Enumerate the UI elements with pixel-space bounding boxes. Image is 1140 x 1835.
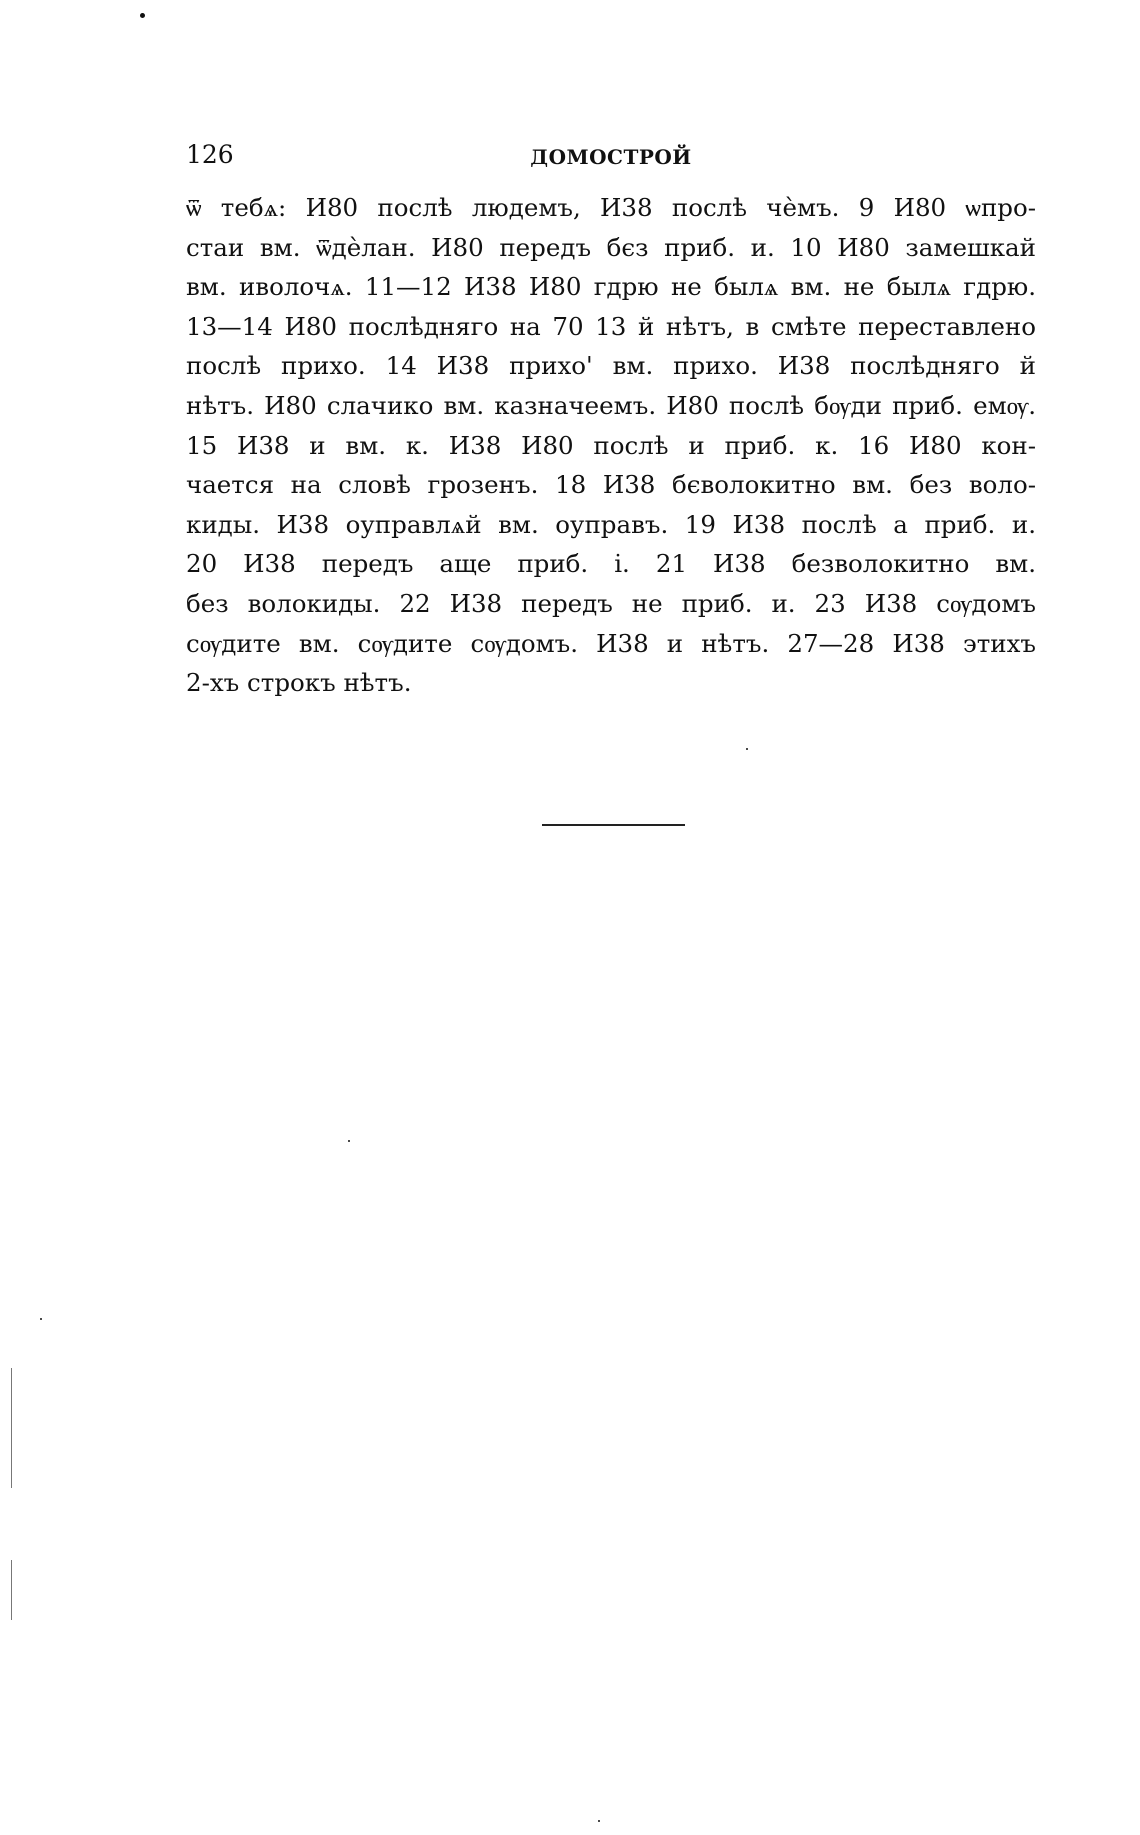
- text-line: нѣтъ. И80 слачико вм. казначеемъ. И80 послѣ бѹди приб. емѹ.: [186, 390, 1036, 420]
- text-line: 15 И38 и вм. к. И38 И80 послѣ и приб. к. 16 И80 кон-: [186, 430, 1036, 460]
- text-line: стаи вм. ѿдѐлан. И80 передъ бєз приб. и. 10 И80 замешкай: [186, 232, 1036, 262]
- text-line: без волокиды. 22 И38 передъ не приб. и. 23 И38 сѹдомъ: [186, 588, 1036, 618]
- text-line: чается на словѣ грозенъ. 18 И38 бєволокитно вм. без воло-: [186, 470, 1036, 500]
- text-line: ѿ тебѧ: И80 послѣ людемъ, И38 послѣ чѐмъ. 9 И80 ѡпро-: [186, 193, 1036, 222]
- text-line: 20 И38 передъ аще приб. і. 21 И38 безволокитно вм.: [186, 549, 1036, 579]
- running-title: ДОМОСТРОЙ: [530, 145, 692, 169]
- text-line: сѹдите вм. сѹдите сѹдомъ. И38 и нѣтъ. 27—28 И38 этихъ: [186, 628, 1036, 658]
- text-line: 2-хъ строкъ нѣтъ.: [186, 668, 412, 698]
- text-line: вм. иволочѧ. 11—12 И38 И80 гдрю не былѧ вм. не былѧ гдрю.: [186, 272, 1036, 302]
- scan-speck: [140, 13, 145, 18]
- page-header: [186, 138, 1036, 178]
- scan-speck: [348, 1140, 350, 1142]
- text-line: киды. И38 оуправлѧй вм. оуправъ. 19 И38 послѣ а приб. и.: [186, 509, 1036, 539]
- section-end-rule: [542, 824, 685, 826]
- scan-margin-mark: [11, 1560, 12, 1620]
- text-line: 13—14 И80 послѣдняго на 70 13 й нѣтъ, в смѣте переставлено: [186, 311, 1036, 341]
- page-number: 126: [186, 140, 234, 169]
- scan-speck: [40, 1318, 42, 1320]
- scan-speck: [746, 748, 748, 750]
- scan-speck: [598, 1820, 600, 1822]
- variant-readings-text: [186, 188, 1036, 703]
- text-line: послѣ прихо. 14 И38 прихо' вм. прихо. И38 послѣдняго й: [186, 351, 1036, 381]
- scan-margin-mark: [11, 1368, 12, 1488]
